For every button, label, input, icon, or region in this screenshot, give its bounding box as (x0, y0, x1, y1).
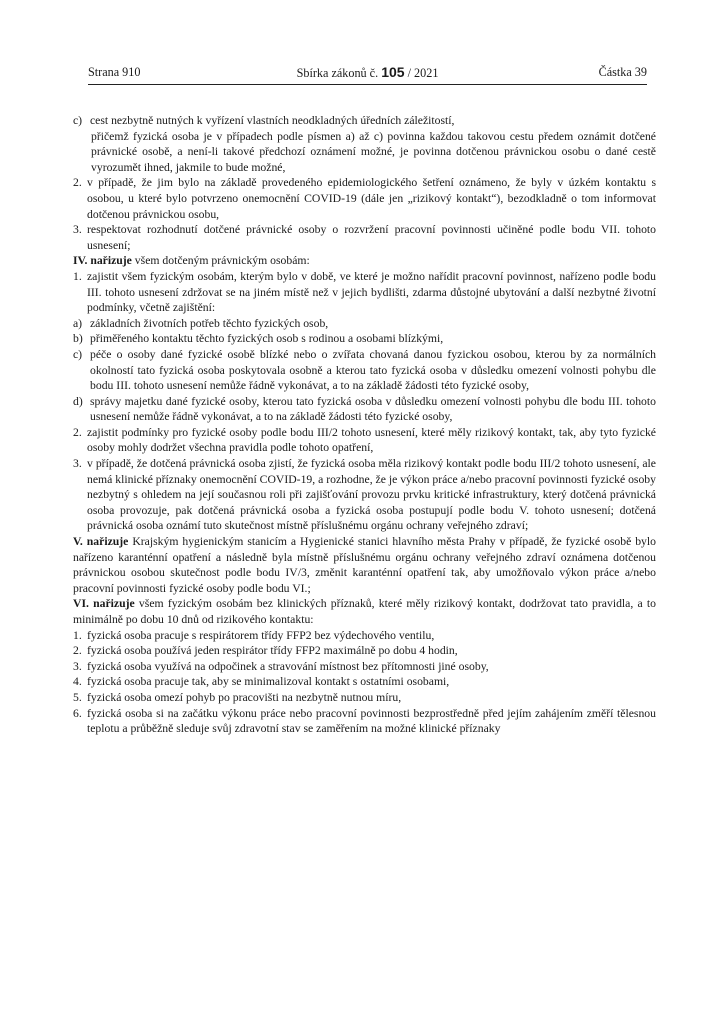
list-item (73, 628, 656, 644)
list-marker: c) (73, 114, 83, 127)
section-text: všem fyzickým osobám bez klinických příznaků, které měly rizikový kontakt, dodržovat tato pravidla, a to minimálně po dobu 10 dnů od rizikového kontaktu: (73, 597, 657, 626)
list-marker: 4. (73, 675, 82, 689)
list-text: v případě, že dotčená právnická osoba zjistí, že fyzická osoba měla rizikový kontakt podle bodu III/2 tohoto usnesení, ale nemá klinické příznaky onemocnění COVID-19, a rozhodne, že je výkon práce a/nebo pracovní povinnosti fyzické osoby nezbytný s ohledem na její současnou roli při zajišťování provozu prvku kritické infrastruktury, který dotčená právnická osoba provozuje, pak dotčená právnická osoba a fyzická osoba postupují podle bodu V. tohoto usnesení; dotčená právnická osoba oznámí tuto skutečnost místně příslušnému orgánu ochrany veřejného zdraví; (87, 457, 656, 533)
list-marker: 1. (73, 269, 82, 283)
list-item (73, 674, 656, 690)
list-item (73, 690, 656, 706)
section-heading (73, 253, 656, 269)
list-text: v případě, že jim bylo na základě provedeného epidemiologického šetření oznámeno, že byly v úzkém kontaktu s osobou, u které bylo potvrzeno onemocnění COVID-19 (dále jen „rizikový kontakt“), bezodkladně o tom informovat dotčenou právnickou osobu, (87, 176, 656, 221)
list-marker: 2. (73, 176, 82, 190)
list-item (73, 331, 656, 347)
list-item (73, 113, 656, 129)
list-item (73, 316, 656, 332)
section-label: V. nařizuje (73, 535, 129, 549)
list-text: péče o osoby dané fyzické osobě blízké nebo o zvířata chovaná danou fyzickou osobou, kterou by za normálních okolností tato fyzická osoba poskytovala osobně a kterou tato fyzická osoba v důsledku omezení volnosti pohybu dle bodu III. tohoto usnesení nemůže řádně vykonávat, a to na základě žádosti této fyzické osoby, (90, 347, 656, 393)
page-header (88, 62, 647, 82)
list-marker: 6. (73, 706, 82, 720)
section-label: VI. nařizuje (73, 597, 135, 611)
list-text: respektovat rozhodnutí dotčené právnické osoby o rozvržení pracovní povinnosti učiněné podle bodu VII. tohoto usnesení; (87, 223, 656, 252)
page-number: Strana 910 (88, 65, 141, 79)
list-marker: 3. (73, 223, 82, 237)
list-item (73, 659, 656, 675)
list-text: fyzická osoba využívá na odpočinek a stravování místnost bez přítomnosti jiné osoby, (87, 659, 489, 673)
list-text: správy majetku dané fyzické osoby, kterou tato fyzická osoba v důsledku omezení volnosti pohybu dle bodu III. tohoto usnesení nemůže řádně vykonávat, a to na základě žádosti této fyzické osoby, (90, 394, 656, 424)
list-marker: d) (73, 394, 83, 408)
list-text: fyzická osoba pracuje tak, aby se minimalizoval kontakt s ostatními osobami, (87, 675, 450, 689)
list-item (73, 222, 656, 253)
section-text: Krajským hygienickým stanicím a Hygienické stanici hlavního města Prahy v případě, že fyzické osobě bylo nařízeno karanténní opatření a následně byla místně příslušnému orgánu ochrany veřejného zdraví oznámena dotčenou právnickou osobou skutečnost podle bodu IV/3, změnit karanténní opatření tak, aby umožňovalo výkon práce a/nebo pracovní povinnosti fyzické osoby podle bodu VI.; (73, 535, 656, 595)
list-item (73, 706, 656, 737)
list-item (73, 347, 656, 394)
list-text: fyzická osoba používá jeden respirátor třídy FFP2 maximálně po dobu 4 hodin, (87, 644, 458, 658)
list-item (73, 425, 656, 456)
list-marker: a) (73, 316, 83, 330)
collection-title (88, 62, 647, 83)
list-marker: 5. (73, 690, 82, 704)
section-heading (73, 596, 656, 627)
list-item (73, 175, 656, 222)
header-rule (88, 84, 647, 85)
list-text: fyzická osoba pracuje s respirátorem třídy FFP2 bez výdechového ventilu, (87, 628, 435, 642)
list-text: přiměřeného kontaktu těchto fyzických osob s rodinou a osobami blízkými, (90, 332, 444, 346)
list-item (73, 643, 656, 659)
document-body (73, 113, 656, 737)
section-text: všem dotčeným právnickým osobám: (134, 254, 310, 268)
section-label: IV. nařizuje (73, 254, 132, 268)
list-marker: c) (73, 347, 83, 361)
paragraph: přičemž fyzická osoba je v případech podle písmen a) až c) povinna každou takovou cestu předem oznámit dotčené právnické osobě, a není-li takové předchozí oznámení možné, je povinna dotčenou právnickou osobu o dané cestě vyrozumět ihned, jakmile to bude možné, (91, 129, 656, 174)
collection-prefix: Sbírka zákonů č. (296, 66, 379, 80)
list-item (73, 269, 656, 316)
list-marker: 3. (73, 659, 82, 673)
section-heading (73, 534, 656, 596)
list-text: zajistit všem fyzickým osobám, kterým bylo v době, ve které je možno nařídit pracovní povinnost, nařízeno podle bodu III. tohoto usnesení zdržovat se na jiném místě než v jejich bydlišti, zdarma důstojné ubytování a další nezbytné životní podmínky, včetně zajištění: (87, 269, 656, 315)
list-marker: 2. (73, 425, 82, 439)
collection-number: 105 (381, 64, 405, 80)
list-item (73, 456, 656, 534)
list-text: zajistit podmínky pro fyzické osoby podle bodu III/2 tohoto usnesení, které měly rizikový kontakt, tak, aby tyto fyzické osoby mohly dodržet všechna pravidla podle tohoto opatření, (87, 425, 656, 455)
list-item (73, 394, 656, 425)
issue-part: Částka 39 (598, 65, 647, 79)
list-text: fyzická osoba si na začátku výkonu práce nebo pracovní povinnosti bezprostředně před jejím zahájením změří tělesnou teplotu a průběžně sleduje svůj zdravotní stav se zaměřením na možné klinické příznaky (87, 706, 656, 736)
list-marker: 2. (73, 644, 82, 658)
list-marker: 1. (73, 628, 82, 642)
list-marker: 3. (73, 457, 82, 471)
list-text: cest nezbytně nutných k vyřízení vlastních neodkladných úředních záležitostí, (90, 114, 455, 127)
list-text: základních životních potřeb těchto fyzických osob, (90, 316, 329, 330)
list-text: fyzická osoba omezí pohyb po pracovišti na nezbytně nutnou míru, (87, 690, 402, 704)
collection-year: / 2021 (407, 66, 439, 80)
list-marker: b) (73, 332, 83, 346)
